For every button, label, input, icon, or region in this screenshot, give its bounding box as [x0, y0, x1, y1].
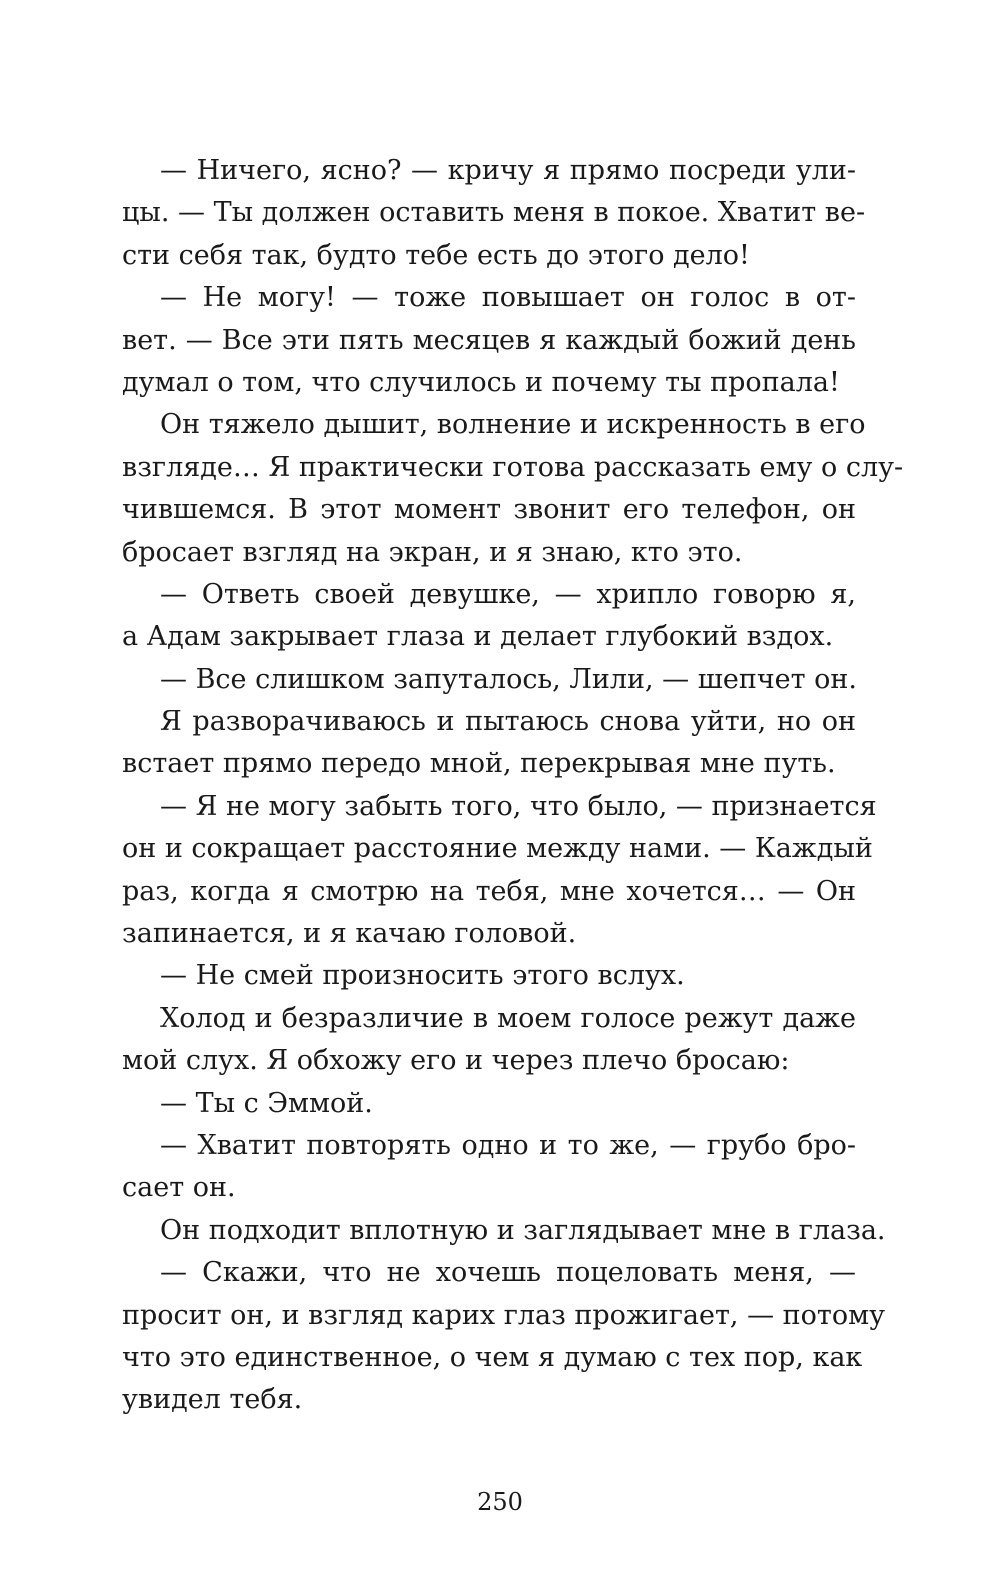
text-line: — Не могу! — тоже повышает он голос в от- [160, 282, 856, 314]
text-line: Он подходит вплотную и заглядывает мне в глаза. [160, 1214, 886, 1246]
text-line: думал о том, что случилось и почему ты пропала! [122, 366, 840, 398]
text-line: — Хватит повторять одно и то же, — грубо бро- [160, 1129, 856, 1161]
text-line: запинается, и я качаю головой. [122, 918, 577, 950]
text-line: — Все слишком запуталось, Лили, — шепчет он. [160, 663, 858, 695]
page-number: 250 [477, 1488, 523, 1516]
text-line: он и сокращает расстояние между нами. — Каждый [122, 833, 873, 865]
text-line: — Скажи, что не хочешь поцеловать меня, — [160, 1257, 856, 1289]
text-line: — Ничего, ясно? — кричу я прямо посреди ули- [160, 155, 856, 186]
text-line: бросает взгляд на экран, и я знаю, кто это. [122, 536, 743, 568]
text-line: увидел тебя. [122, 1384, 303, 1416]
text-line: — Ты с Эммой. [160, 1087, 373, 1119]
text-line: что это единственное, о чем я думаю с тех пор, как [122, 1341, 863, 1373]
text-line: сает он. [122, 1172, 236, 1204]
text-line: встает прямо передо мной, перекрывая мне путь. [122, 748, 836, 780]
text-line: раз, когда я смотрю на тебя, мне хочется… — Он [122, 875, 856, 907]
text-line: просит он, и взгляд карих глаз прожигает, — потому [122, 1299, 886, 1331]
text-line: чившемся. В этот момент звонит его телефон, он [122, 494, 856, 526]
text-line: — Ответь своей девушке, — хрипло говорю я, [160, 578, 856, 610]
text-line: мой слух. Я обхожу его и через плечо бросаю: [122, 1045, 790, 1077]
text-line: сти себя так, будто тебе есть до этого дело! [122, 239, 750, 271]
body-text [122, 150, 904, 1422]
text-line: Он тяжело дышит, волнение и искренность в его [160, 409, 866, 441]
text-line: а Адам закрывает глаза и делает глубокий вздох. [122, 621, 834, 653]
text-line: Я разворачиваюсь и пытаюсь снова уйти, но он [160, 706, 856, 738]
text-line: — Не смей произносить этого вслух. [160, 960, 685, 992]
text-line: Холод и безразличие в моем голосе режут даже [160, 1002, 856, 1034]
text-line: взгляде… Я практически готова рассказать ему о слу- [122, 451, 904, 483]
text-line: — Я не могу забыть того, что было, — признается [160, 790, 877, 822]
text-line: цы. — Ты должен оставить меня в покое. Хватит ве- [122, 197, 866, 229]
text-line: вет. — Все эти пять месяцев я каждый божий день [122, 324, 856, 356]
